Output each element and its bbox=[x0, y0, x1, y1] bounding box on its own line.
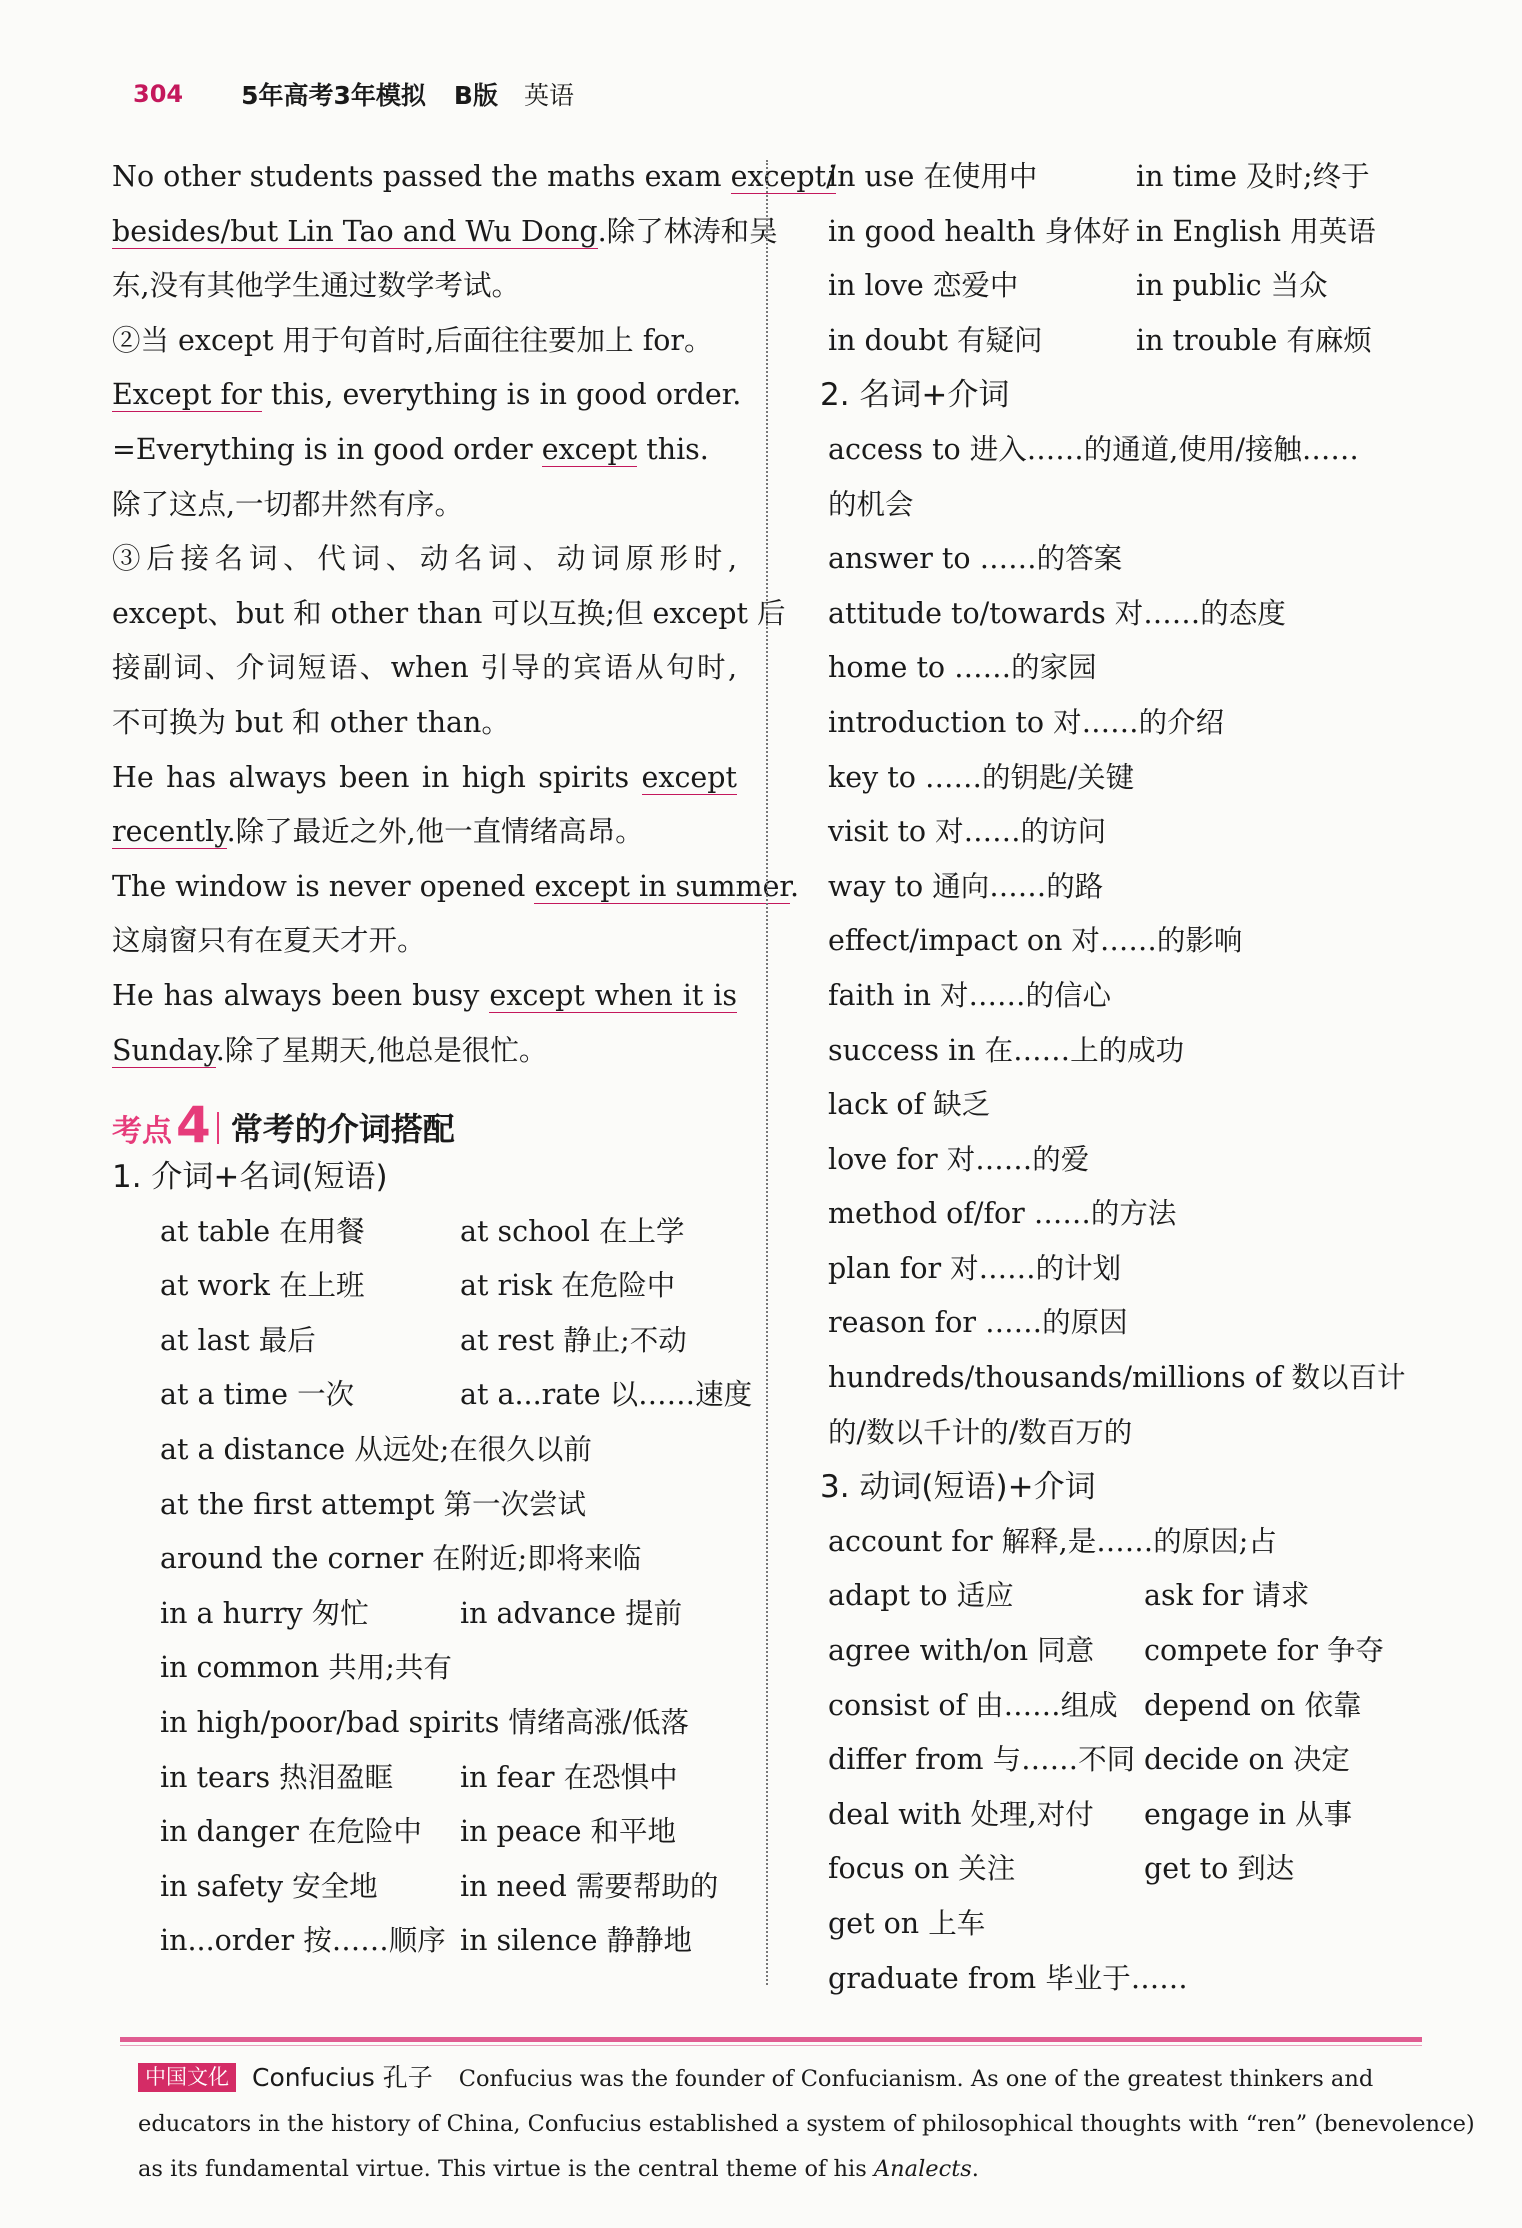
culture-line: educators in the history of China, Confucius established a system of philosophical thoughts with “ren” (benevolence) bbox=[138, 2111, 1475, 2137]
phrase-item: in a hurry 匆忙 bbox=[160, 1596, 369, 1630]
culture-line: 中国文化 Confucius 孔子 Confucius was the founder of Confucianism. As one of the greatest thinkers and bbox=[138, 2055, 1400, 2102]
phrase-row bbox=[112, 1423, 737, 1478]
phrase-row bbox=[820, 1788, 1420, 1843]
phrase-item: in public 当众 bbox=[1136, 269, 1328, 303]
phrase-item: differ from 与……不同 bbox=[828, 1743, 1136, 1777]
heading-bar bbox=[217, 1112, 219, 1144]
phrase-item: in love 恋爱中 bbox=[828, 269, 1019, 303]
phrase-item: graduate from 毕业于…… bbox=[828, 1961, 1188, 1995]
phrase-item: attitude to/towards 对……的态度 bbox=[828, 596, 1286, 630]
phrase-row bbox=[820, 1624, 1420, 1679]
phrase-list bbox=[820, 1569, 1420, 1897]
column-divider bbox=[766, 160, 768, 1985]
phrase-row bbox=[820, 1733, 1420, 1788]
exam-point-title: 常考的介词搭配 bbox=[230, 1110, 455, 1149]
phrase-list bbox=[112, 1205, 753, 1969]
phrase-item: engage in 从事 bbox=[1144, 1797, 1353, 1831]
phrase-item: introduction to 对……的介绍 bbox=[828, 705, 1225, 739]
phrase-row bbox=[112, 1914, 737, 1969]
example-translation: 除了这点,一切都井然有序。 bbox=[112, 487, 464, 521]
phrase-item: at work 在上班 bbox=[160, 1269, 365, 1303]
example-sentence: Except for this, everything is in good order. bbox=[112, 378, 742, 412]
phrase-row bbox=[112, 1751, 737, 1806]
phrase-item: in advance 提前 bbox=[460, 1596, 683, 1630]
phrase-item: hundreds/thousands/millions of 数以百计 bbox=[828, 1361, 1406, 1395]
example-sentence: The window is never opened except in summer. bbox=[112, 869, 799, 903]
example-sentence: He has always been in high spirits except bbox=[112, 760, 737, 794]
phrase-item: ask for 请求 bbox=[1144, 1579, 1310, 1613]
phrase-row bbox=[112, 1805, 737, 1860]
example-sentence: He has always been busy except when it is bbox=[112, 978, 737, 1012]
phrase-item: answer to ……的答案 bbox=[828, 542, 1123, 576]
phrase-item: in good health 身体好 bbox=[828, 214, 1131, 248]
culture-note bbox=[138, 2055, 1475, 2192]
example-sentence: =Everything is in good order except this. bbox=[112, 432, 709, 466]
text-line: besides/but Lin Tao and Wu Dong.除了林涛和吴 bbox=[112, 214, 778, 248]
usage-note: ③后接名词、代词、动名词、动词原形时, bbox=[112, 542, 737, 576]
phrase-row bbox=[112, 1696, 737, 1751]
phrase-row bbox=[820, 150, 1420, 205]
phrase-item: get to 到达 bbox=[1144, 1852, 1295, 1886]
edition-label: B版 bbox=[453, 81, 498, 110]
text-line: No other students passed the maths exam except/ bbox=[112, 160, 836, 193]
phrase-row bbox=[112, 1259, 737, 1314]
phrase-item: compete for 争夺 bbox=[1144, 1634, 1385, 1668]
example-sentence: Sunday.除了星期天,他总是很忙。 bbox=[112, 1033, 548, 1067]
phrase-row bbox=[112, 1314, 737, 1369]
phrase-row bbox=[112, 1478, 737, 1533]
phrase-item: way to 通向……的路 bbox=[828, 869, 1104, 903]
phrase-item: in need 需要帮助的 bbox=[460, 1869, 719, 1903]
phrase-item: depend on 依靠 bbox=[1144, 1688, 1362, 1722]
phrase-item: love for 对……的爱 bbox=[828, 1142, 1090, 1176]
culture-title: Confucius 孔子 bbox=[252, 2063, 433, 2092]
phrase-item: in tears 热泪盈眶 bbox=[160, 1760, 394, 1794]
phrase-item: in safety 安全地 bbox=[160, 1869, 378, 1903]
phrase-item: decide on 决定 bbox=[1144, 1743, 1350, 1777]
page-header bbox=[133, 74, 574, 114]
phrase-item: adapt to 适应 bbox=[828, 1579, 1014, 1613]
phrase-item: at the first attempt 第一次尝试 bbox=[160, 1487, 587, 1521]
phrase-row bbox=[820, 1679, 1420, 1734]
phrase-row bbox=[820, 259, 1420, 314]
phrase-item: agree with/on 同意 bbox=[828, 1634, 1095, 1668]
phrase-row bbox=[112, 1205, 737, 1260]
phrase-item: at a...rate 以……速度 bbox=[460, 1378, 753, 1412]
usage-note: except、but 和 other than 可以互换;但 except 后 bbox=[112, 596, 786, 630]
page-number: 304 bbox=[133, 80, 184, 108]
phrase-item: in trouble 有麻烦 bbox=[1136, 323, 1372, 357]
phrase-row bbox=[820, 205, 1420, 260]
right-column bbox=[820, 150, 1420, 2006]
phrase-item: home to ……的家园 bbox=[828, 651, 1097, 685]
phrase-item: in peace 和平地 bbox=[460, 1815, 677, 1849]
phrase-row bbox=[112, 1532, 737, 1587]
phrase-row bbox=[112, 1641, 737, 1696]
phrase-row bbox=[820, 1569, 1420, 1624]
phrase-item: lack of 缺乏 bbox=[828, 1088, 991, 1122]
phrase-item: deal with 处理,对付 bbox=[828, 1797, 1094, 1831]
phrase-item: at table 在用餐 bbox=[160, 1214, 365, 1248]
phrase-item: key to ……的钥匙/关键 bbox=[828, 760, 1135, 794]
phrase-list bbox=[820, 150, 1420, 368]
exam-point-number: 4 bbox=[176, 1096, 211, 1155]
section-heading-2: 2. 名词+介词 bbox=[820, 377, 1010, 414]
phrase-row bbox=[112, 1368, 753, 1423]
phrase-list bbox=[820, 423, 1420, 1460]
phrase-item: success in 在……上的成功 bbox=[828, 1033, 1185, 1067]
phrase-item: in use 在使用中 bbox=[828, 160, 1038, 193]
phrase-item: 的/数以千计的/数百万的 bbox=[828, 1415, 1133, 1449]
example-sentence: recently.除了最近之外,他一直情绪高昂。 bbox=[112, 815, 644, 849]
phrase-item: in...order 按……顺序 bbox=[160, 1924, 446, 1958]
book-title: 5年高考3年模拟 bbox=[241, 81, 426, 110]
phrase-row bbox=[820, 314, 1420, 369]
section-heading-3: 3. 动词(短语)+介词 bbox=[820, 1469, 1096, 1506]
phrase-item: in high/poor/bad spirits 情绪高涨/低落 bbox=[160, 1706, 689, 1740]
text-line: 东,没有其他学生通过数学考试。 bbox=[112, 269, 521, 303]
phrase-item: at a time 一次 bbox=[160, 1378, 355, 1412]
phrase-item: at last 最后 bbox=[160, 1323, 316, 1357]
culture-line: as its fundamental virtue. This virtue is the central theme of his Analects. bbox=[138, 2156, 979, 2182]
phrase-item: focus on 关注 bbox=[828, 1852, 1016, 1886]
phrase-item: at school 在上学 bbox=[460, 1214, 685, 1248]
phrase-item: in fear 在恐惧中 bbox=[460, 1760, 678, 1794]
footer-rule bbox=[120, 2037, 1422, 2042]
culture-badge: 中国文化 bbox=[138, 2063, 236, 2092]
exam-point-label: 考点 bbox=[112, 1114, 172, 1150]
section-heading-1: 1. 介词+名词(短语) bbox=[112, 1159, 388, 1196]
phrase-item: method of/for ……的方法 bbox=[828, 1197, 1177, 1231]
phrase-item: visit to 对……的访问 bbox=[828, 815, 1107, 849]
phrase-item: account for 解释,是……的原因;占 bbox=[828, 1524, 1277, 1558]
example-translation: 这扇窗只有在夏天才开。 bbox=[112, 924, 426, 958]
phrase-item: consist of 由……组成 bbox=[828, 1688, 1118, 1722]
exam-point-heading bbox=[112, 1086, 737, 1155]
phrase-item: get on 上车 bbox=[828, 1907, 986, 1940]
phrase-item: in English 用英语 bbox=[1136, 214, 1376, 248]
phrase-item: faith in 对……的信心 bbox=[828, 978, 1112, 1012]
phrase-item: in silence 静静地 bbox=[460, 1924, 692, 1958]
phrase-item: around the corner 在附近;即将来临 bbox=[160, 1542, 642, 1576]
subject-label: 英语 bbox=[523, 81, 574, 110]
phrase-item: at a distance 从远处;在很久以前 bbox=[160, 1433, 592, 1467]
phrase-item: in doubt 有疑问 bbox=[828, 323, 1043, 357]
phrase-item: in common 共用;共有 bbox=[160, 1651, 452, 1685]
phrase-item: plan for 对……的计划 bbox=[828, 1251, 1122, 1285]
phrase-item: in danger 在危险中 bbox=[160, 1815, 422, 1849]
phrase-row bbox=[112, 1860, 737, 1915]
phrase-row bbox=[112, 1587, 737, 1642]
phrase-item: access to 进入……的通道,使用/接触…… bbox=[828, 432, 1359, 466]
phrase-item: in time 及时;终于 bbox=[1136, 160, 1370, 193]
left-column bbox=[112, 150, 836, 1969]
usage-note: 接副词、介词短语、when 引导的宾语从句时, bbox=[112, 651, 737, 685]
phrase-item: reason for ……的原因 bbox=[828, 1306, 1128, 1340]
usage-note: 不可换为 but 和 other than。 bbox=[112, 705, 510, 739]
phrase-item: at rest 静止;不动 bbox=[460, 1323, 687, 1357]
phrase-item: at risk 在危险中 bbox=[460, 1269, 676, 1303]
footer-rule-thin bbox=[120, 2045, 1422, 2046]
phrase-item: effect/impact on 对……的影响 bbox=[828, 924, 1243, 958]
usage-note: ②当 except 用于句首时,后面往往要加上 for。 bbox=[112, 323, 713, 357]
phrase-item: 的机会 bbox=[828, 487, 914, 521]
phrase-row bbox=[820, 1842, 1420, 1897]
